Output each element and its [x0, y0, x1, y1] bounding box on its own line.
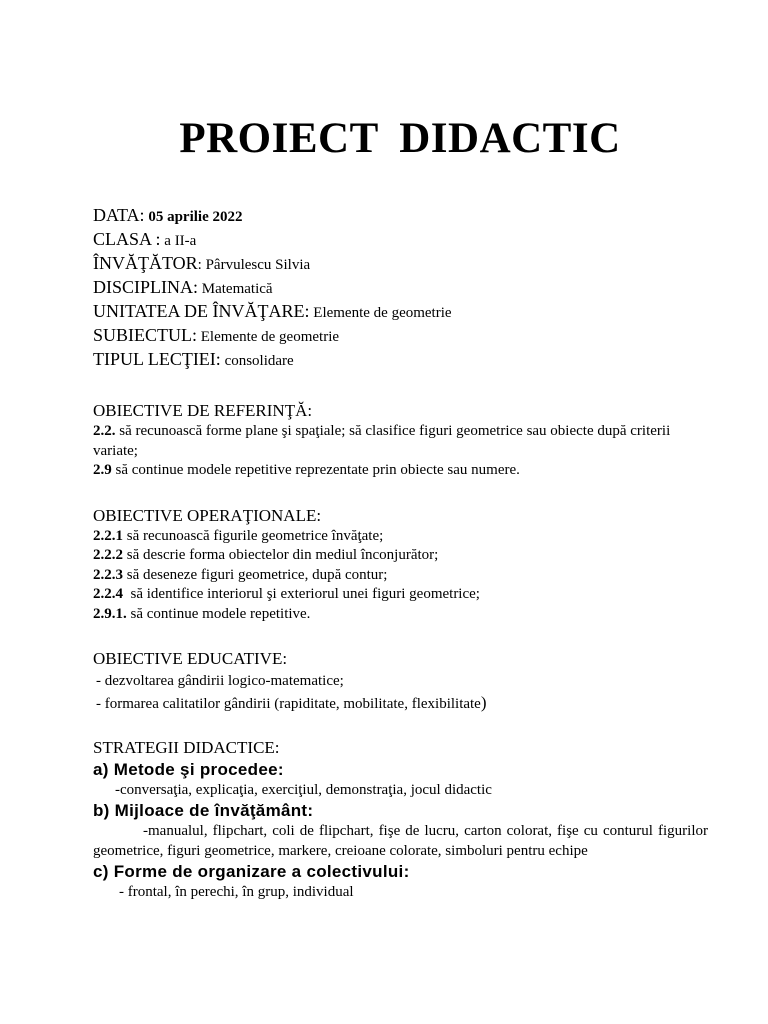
section-title: OBIECTIVE EDUCATIVE: — [93, 649, 288, 668]
objective-code: 2.2.3 — [93, 566, 123, 583]
list-item — [93, 585, 708, 605]
objective-code: 2.9 — [93, 462, 112, 478]
info-disciplina-label: DISCIPLINA: — [93, 277, 199, 297]
objective-code: 2.2.2 — [93, 547, 123, 563]
educative-text: - formarea calitatilor gândirii (rapiditate, mobilitate, flexibilitate — [96, 696, 481, 712]
section-obiective-operationale — [93, 505, 708, 625]
objective-text: să continue modele repetitive. — [126, 605, 311, 622]
strategy-text-forme: - frontal, în perechi, în grup, individual — [119, 884, 354, 900]
info-invatator — [93, 252, 708, 276]
strategy-heading-mijloace: b) Mijloace de învăţământ: — [93, 801, 314, 820]
info-tipul-value: consolidare — [220, 353, 294, 369]
objective-text: să identifice interiorul şi exteriorul unei figuri geometrice; — [123, 586, 480, 602]
strategy-text-metode: -conversaţia, explicaţia, exerciţiul, demonstraţia, jocul didactic — [115, 782, 492, 798]
section-title: OBIECTIVE OPERAŢIONALE: — [93, 505, 322, 525]
info-subiectul — [93, 324, 708, 348]
section-title: STRATEGII DIDACTICE: — [93, 738, 280, 757]
section-obiective-referinta — [93, 400, 708, 481]
objective-text: să descrie forma obiectelor din mediul înconjurător; — [123, 547, 439, 563]
info-disciplina-value: Matematică — [198, 281, 273, 297]
strategy-heading-forme: c) Forme de organizare a colectivului: — [93, 862, 410, 881]
info-invatator-label: ÎNVĂŢĂTOR — [93, 253, 198, 273]
section-title: OBIECTIVE DE REFERINŢĂ: — [93, 401, 313, 420]
list-item — [93, 527, 708, 547]
list-item: - dezvoltarea gândirii logico-matematice; — [96, 673, 344, 689]
info-unitatea-label: UNITATEA DE ÎNVĂŢARE: — [93, 301, 310, 321]
objective-text: să recunoască figurile geometrice învăţate; — [123, 527, 384, 544]
document-title: PROIECT DIDACTIC — [179, 115, 621, 162]
objective-code: 2.2.1 — [93, 527, 123, 544]
info-subiectul-value: Elemente de geometrie — [197, 329, 340, 345]
info-data-label: DATA: — [93, 205, 145, 225]
info-unitatea-value: Elemente de geometrie — [309, 305, 452, 321]
list-item — [93, 422, 708, 461]
info-data-value: 05 aprilie 2022 — [144, 209, 243, 225]
info-clasa-label: CLASA : — [93, 229, 161, 249]
list-item — [93, 566, 708, 586]
objective-code: 2.2.4 — [93, 586, 123, 602]
info-clasa-value: a II-a — [160, 233, 197, 249]
list-item — [93, 692, 708, 715]
objective-code: 2.2. — [93, 423, 116, 439]
list-item — [93, 461, 708, 481]
strategy-heading-metode: a) Metode şi procedee: — [93, 760, 284, 779]
info-data — [93, 204, 708, 228]
info-invatator-value: : Pârvulescu Silvia — [197, 257, 311, 273]
list-item — [93, 605, 708, 625]
lesson-info — [93, 204, 708, 372]
objective-text: să continue modele repetitive reprezentate prin obiecte sau numere. — [111, 462, 520, 478]
section-obiective-educative — [93, 648, 708, 715]
info-clasa — [93, 228, 708, 252]
info-subiectul-label: SUBIECTUL: — [93, 325, 198, 345]
document-body — [93, 204, 708, 902]
strategy-text-mijloace: -manualul, flipchart, coli de flipchart, fişe de lucru, carton colorat, fişe cu conturul figurilor geometrice, figuri geometrice, markere, creioane colorate, simboluri pentru echipe — [93, 823, 708, 859]
info-disciplina — [93, 276, 708, 300]
info-unitatea — [93, 300, 708, 324]
objective-text: să deseneze figuri geometrice, după contur; — [123, 566, 388, 583]
info-tipul-label: TIPUL LECŢIEI: — [93, 349, 221, 369]
section-strategii — [93, 737, 708, 902]
objective-text: să recunoască forme plane şi spaţiale; să clasifice figuri geometrice sau obiecte după criterii variate; — [93, 423, 671, 459]
objective-code: 2.9.1. — [93, 605, 127, 622]
educative-text-tail: ) — [480, 693, 487, 712]
info-tipul — [93, 348, 708, 372]
list-item — [93, 546, 708, 566]
